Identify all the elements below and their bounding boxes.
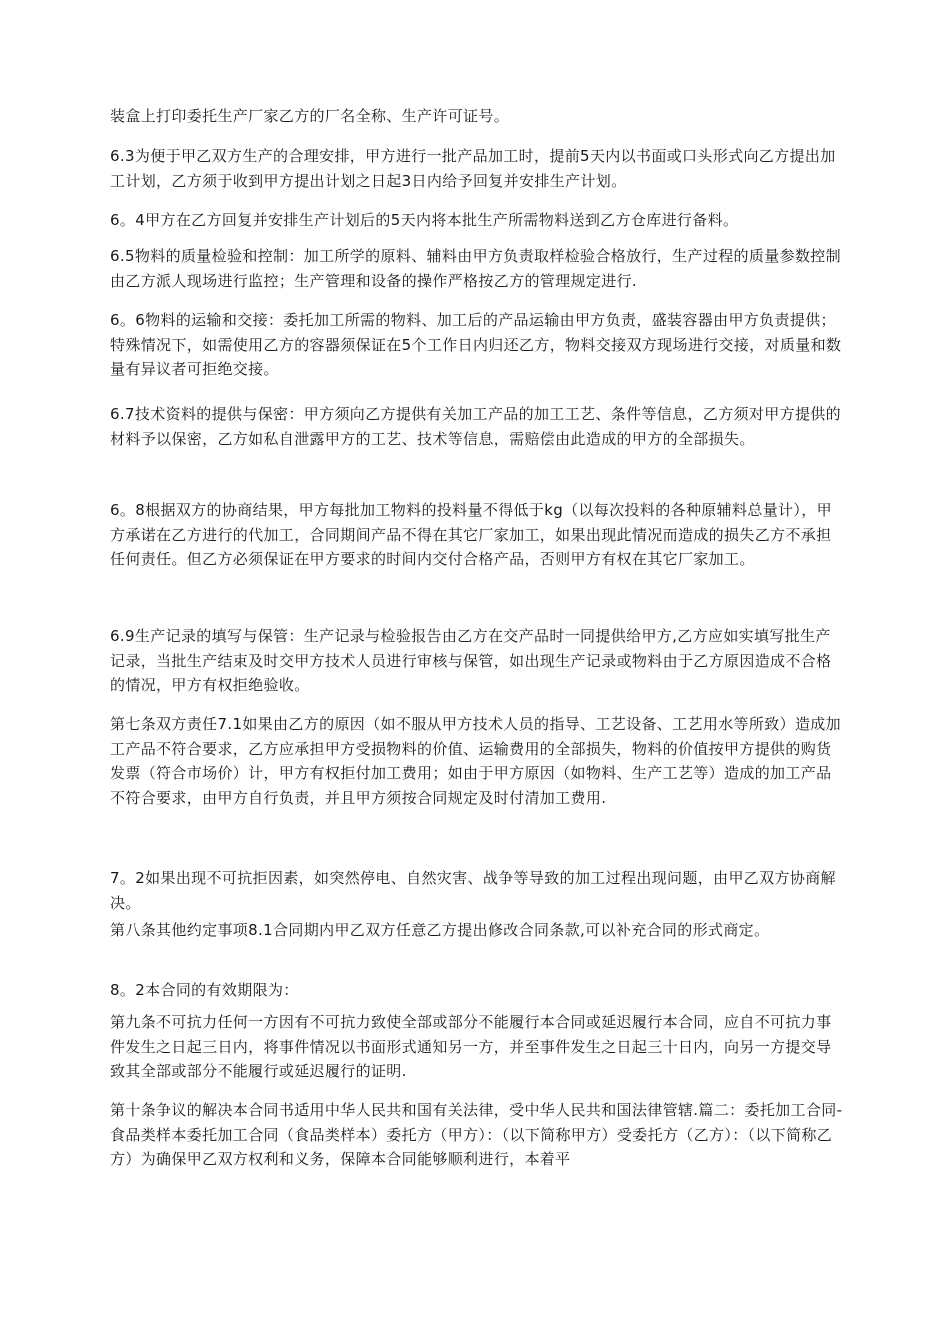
paragraph-6-7: 6.7技术资料的提供与保密：甲方须向乙方提供有关加工产品的加工工艺、条件等信息，乙方须对甲方提供的材料予以保密，乙方如私自泄露甲方的工艺、技术等信息，需赔偿由此造成的甲方的全部损失。 — [110, 405, 842, 448]
paragraph-8-2: 8。2本合同的有效期限为： — [110, 981, 299, 999]
paragraph-article-10: 第十条争议的解决本合同书适用中华人民共和国有关法律，受中华人民共和国法律管辖.篇二：委托加工合同-食品类样本委托加工合同（食品类样本）委托方（甲方）：（以下简称甲方）受委托方（乙方）：（以下简称乙方）为确保甲乙双方权利和义务，保障本合同能够顺利进行，本着平 — [110, 1101, 843, 1169]
paragraph-7-2: 7。2如果出现不可抗拒因素，如突然停电、自然灾害、战争等导致的加工过程出现问题，由甲乙双方协商解决。 — [110, 869, 836, 912]
paragraph-6-3: 6.3为便于甲乙双方生产的合理安排，甲方进行一批产品加工时，提前5天内以书面或口头形式向乙方提出加工计划，乙方须于收到甲方提出计划之日起3日内给予回复并安排生产计划。 — [110, 147, 836, 190]
paragraph-6-5: 6.5物料的质量检验和控制：加工所学的原料、辅料由甲方负责取样检验合格放行，生产过程的质量参数控制由乙方派人现场进行监控；生产管理和设备的操作严格按乙方的管理规定进行. — [110, 247, 842, 290]
paragraph-6-4: 6。4甲方在乙方回复并安排生产计划后的5天内将本批生产所需物料送到乙方仓库进行备料。 — [110, 211, 739, 229]
paragraph-6-8: 6。8根据双方的协商结果，甲方每批加工物料的投料量不得低于kg（以每次投料的各种原辅料总量计），甲方承诺在乙方进行的代加工，合同期间产品不得在其它厂家加工，如果出现此情况而造成的损失乙方不承担任何责任。但乙方必须保证在甲方要求的时间内交付合格产品，否则甲方有权在其它厂家加工。 — [110, 501, 832, 569]
paragraph-packaging: 装盒上打印委托生产厂家乙方的厂名全称、生产许可证号。 — [110, 107, 510, 125]
paragraph-6-6: 6。6物料的运输和交接：委托加工所需的物料、加工后的产品运输由甲方负责，盛装容器由甲方负责提供；特殊情况下，如需使用乙方的容器须保证在5个工作日内归还乙方，物料交接双方现场进行交接，对质量和数量有异议者可拒绝交接。 — [110, 311, 842, 379]
paragraph-article-8: 第八条其他约定事项8.1合同期内甲乙双方任意乙方提出修改合同条款,可以补充合同的形式商定。 — [110, 921, 770, 939]
paragraph-6-9: 6.9生产记录的填写与保管：生产记录与检验报告由乙方在交产品时一同提供给甲方,乙方应如实填写批生产记录，当批生产结束及时交甲方技术人员进行审核与保管，如出现生产记录或物料由于乙方原因造成不合格的情况，甲方有权拒绝验收。 — [110, 627, 832, 695]
paragraph-article-9: 第九条不可抗力任何一方因有不可抗力致使全部或部分不能履行本合同或延迟履行本合同，应自不可抗力事件发生之日起三日内，将事件情况以书面形式通知另一方，并至事件发生之日起三十日内，向另一方提交导致其全部或部分不能履行或延迟履行的证明. — [110, 1013, 832, 1081]
paragraph-article-7: 第七条双方责任7.1如果由乙方的原因（如不服从甲方技术人员的指导、工艺设备、工艺用水等所致）造成加工产品不符合要求，乙方应承担甲方受损物料的价值、运输费用的全部损失，物料的价值按甲方提供的购货发票（符合市场价）计，甲方有权拒付加工费用；如由于甲方原因（如物料、生产工艺等）造成的加工产品不符合要求，由甲方自行负责，并且甲方须按合同规定及时付清加工费用. — [110, 715, 842, 808]
